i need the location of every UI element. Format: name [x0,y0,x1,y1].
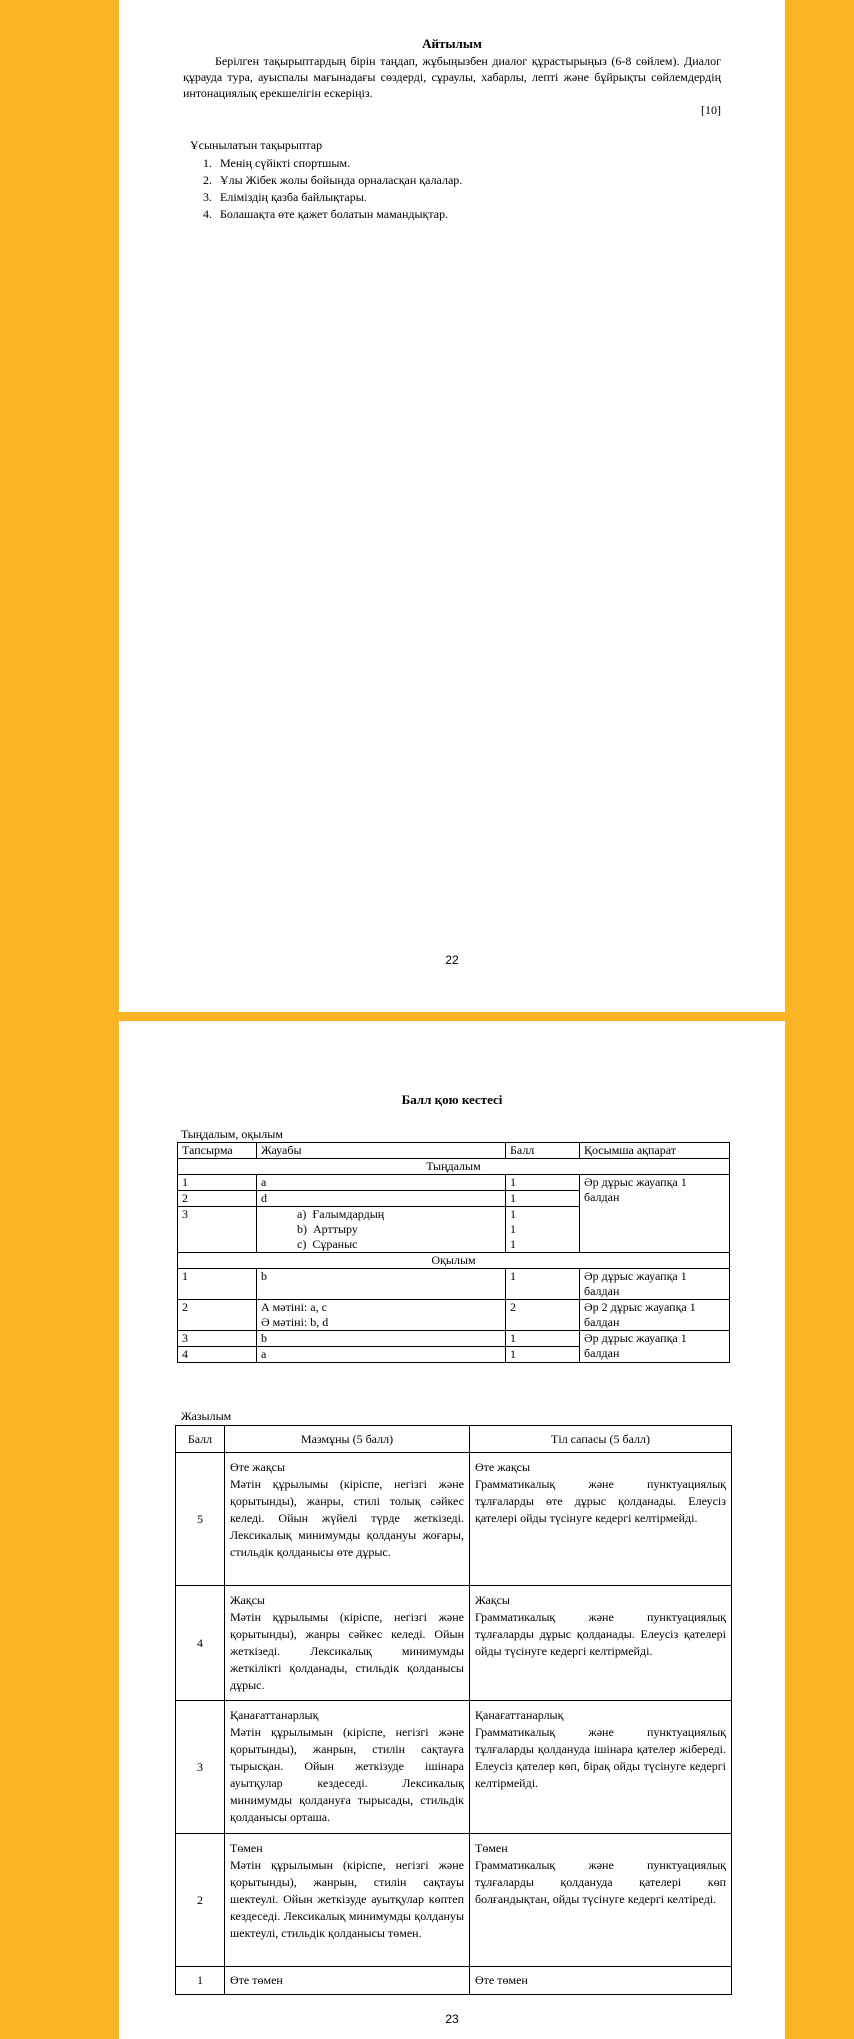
topics-heading: Ұсынылатын тақырыптар [190,138,323,152]
table-row: 5 Өте жақсы Мәтін құрылымы (кіріспе, негізгі және қорытынды), жанры, стилі толық сәйкес келеді. Ойын жүйелі түрде жеткізеді. Лексикалық минимумды қолдануы жоғары, стильдік қолданысы өте дұрыс. Өте жақсы Грамматикалық және пунктуациялық тұлғаларды өте дұрыс қолданады. Елеусіз қателері ойды түсінуге кедергі келтірмейді. [176,1453,732,1586]
writing-rubric-table [175,1425,732,1995]
column-header: Жауабы [257,1143,506,1159]
list-item: 4. Болашақта өте қажет болатын мамандықтар. [203,207,449,221]
listening-reading-table [177,1142,730,1363]
section-title-speaking: Айтылым [422,36,482,51]
column-header: Балл [506,1143,580,1159]
table-row: 1 b 1 Әр дұрыс жауапқа 1 балдан [178,1269,730,1300]
table-row: 2 d 1 [178,1191,730,1207]
page-title: Балл қою кестесі [401,1092,503,1107]
marks-label: [10] [701,103,721,117]
note-cell: Әр дұрыс жауапқа 1 балдан [580,1269,730,1300]
table-header-row [176,1426,732,1453]
list-item: 3. Еліміздің қазба байлықтары. [203,190,367,204]
table-header-row [178,1143,730,1159]
page-23 [119,1021,785,2039]
column-header: Тіл сапасы (5 балл) [470,1426,732,1453]
section-label-listening-reading: Тыңдалым, оқылым [181,1127,283,1141]
section-label-writing: Жазылым [181,1409,232,1423]
column-header: Қосымша ақпарат [580,1143,730,1159]
table-row: 4 Жақсы Мәтін құрылымы (кіріспе, негізгі және қорытынды), жанры сәйкес келеді. Ойын жеткізеді. Лексикалық минимумды жеткілікті қолданады, стильдік қолданысы дұрыс. Жақсы Грамматикалық және пунктуациялық тұлғаларды дұрыс қолданады. Елеусіз қателері ойды түсінуге кедергі келтірмейді. [176,1586,732,1701]
page-22 [119,0,785,1012]
group-row-reading: Оқылым [178,1253,730,1269]
table-row: 1 Өте төмен Өте төмен [176,1967,732,1995]
list-item: 1. Менің сүйікті спортшым. [203,156,351,170]
table-row: 1 a 1 Әр дұрыс жауапқа 1 балдан [178,1175,730,1191]
note-cell: Әр 2 дұрыс жауапқа 1 балдан [580,1300,730,1331]
table-row: 3 Қанағаттанарлық Мәтін құрылымын (кіріспе, негізгі және қорытынды), жанрын, стилін сақтауға тырысқан. Ойын жеткізуде ішінара ауытқулар кездеседі. Лексикалық минимумды қолдануға тырысады, стильдік қолданысы орташа. Қанағаттанарлық Грамматикалық және пунктуациялық тұлғаларды қолдануда ішінара қателер жібереді. Елеусіз қателер көп, бірақ ойды түсінуге кедергі келтірмейді. [176,1701,732,1834]
page-number: 23 [445,2012,459,2026]
column-header: Тапсырма [178,1143,257,1159]
table-row: 3 a) Ғалымдардың b) Арттыру c) Сұраныс 1 1 1 [178,1207,730,1253]
table-row: 2 Төмен Мәтін құрылымын (кіріспе, негізгі және қорытынды), жанрын, стилін сақтауы шектеулі. Ойын жеткізуде ауытқулар көптеп кездеседі. Лексикалық минимумды қолдануы шектеулі, стильдік қолданысы төмен. Төмен Грамматикалық және пунктуациялық тұлғаларды қолдануда қателері көп болғандықтан, ойды түсінуге кедергі келтіреді. [176,1834,732,1967]
page-number: 22 [445,953,459,967]
group-row-listening: Тыңдалым [178,1159,730,1175]
topics-list [190,155,462,223]
table-row: 2 А мәтіні: a, c Ә мәтіні: b, d 2 Әр 2 дұрыс жауапқа 1 балдан [178,1300,730,1331]
task-instruction: Берілген тақырыптардың бірін таңдап, жұбыңызбен диалог құрастырыңыз (6-8 сөйлем). Диалог құрауда тура, ауыспалы мағынадағы сөздерді, сұраулы, хабарлы, лепті және бұйрықты сөйлемдердің интонациялық ерекшелігін ескеріңіз. [183,54,721,100]
note-cell: Әр дұрыс жауапқа 1 балдан [580,1331,730,1363]
table-row: 4 a 1 [178,1347,730,1363]
list-item: 2. Ұлы Жібек жолы бойында орналасқан қалалар. [203,173,463,187]
note-cell: Әр дұрыс жауапқа 1 балдан [580,1175,730,1253]
table-row: 3 b 1 Әр дұрыс жауапқа 1 балдан [178,1331,730,1347]
column-header: Балл [176,1426,225,1453]
column-header: Мазмұны (5 балл) [225,1426,470,1453]
